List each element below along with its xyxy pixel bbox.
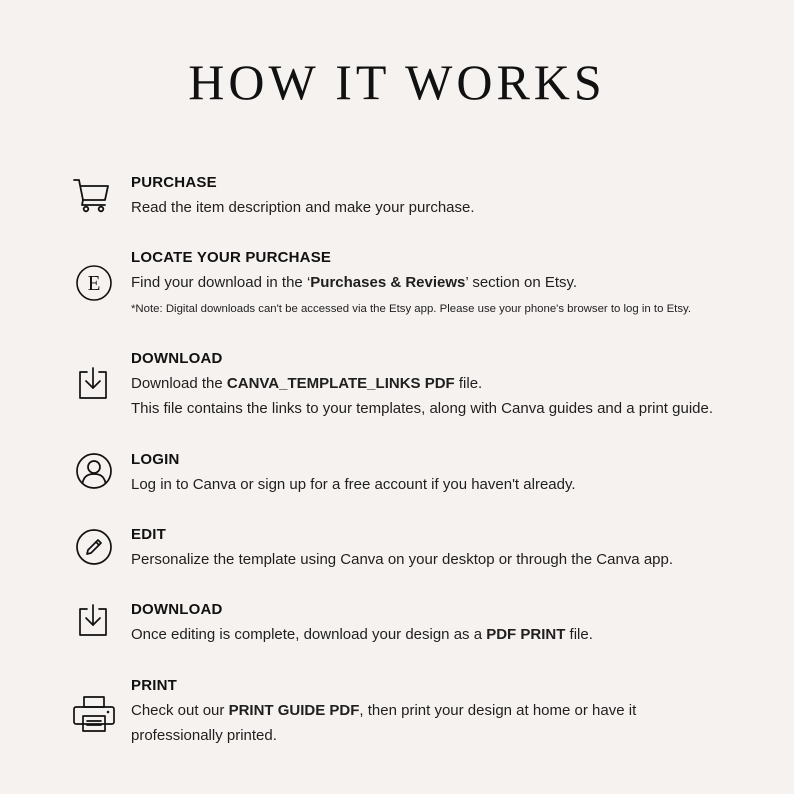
pencil-icon: [74, 527, 114, 567]
step-heading: EDIT: [131, 526, 166, 543]
step-heading: PURCHASE: [131, 174, 217, 191]
step-text: Personalize the template using Canva on your desktop or through the Canva app.: [131, 551, 674, 568]
step-heading: DOWNLOAD: [131, 350, 223, 367]
step-text: Read the item description and make your purchase.: [131, 199, 475, 216]
bold-text: Purchases & Reviews: [310, 274, 466, 291]
step-text: professionally printed.: [131, 727, 277, 744]
step-heading: PRINT: [131, 677, 177, 694]
step-text: Download the CANVA_TEMPLATE_LINKS PDF file.: [131, 375, 483, 392]
step-heading: DOWNLOAD: [131, 601, 223, 618]
bold-text: PRINT GUIDE PDF: [228, 702, 360, 719]
etsy-logo-icon: [74, 263, 114, 303]
user-icon: [74, 451, 114, 491]
page-title: HOW IT WORKS: [188, 54, 606, 110]
download-icon: [73, 601, 113, 641]
etsy-letter: E: [87, 271, 101, 295]
step-note: *Note: Digital downloads can't be accessed via the Etsy app. Please use your phone's browser to log in to Etsy.: [131, 303, 692, 315]
step-heading: LOGIN: [131, 451, 180, 468]
step-text: This file contains the links to your templates, along with Canva guides and a print guide.: [131, 400, 713, 417]
step-heading: LOCATE YOUR PURCHASE: [131, 249, 332, 266]
step-text: Once editing is complete, download your design as a PDF PRINT file.: [131, 626, 593, 643]
step-text: Find your download in the ‘Purchases & Reviews’ section on Etsy.: [131, 274, 578, 291]
printer-icon: [72, 694, 116, 734]
bold-text: PDF PRINT: [486, 626, 566, 643]
bold-text: CANVA_TEMPLATE_LINKS PDF: [226, 375, 455, 392]
step-text: Check out our PRINT GUIDE PDF, then print your design at home or have it: [131, 702, 637, 719]
download-icon: [73, 364, 113, 404]
shopping-cart-icon: [72, 176, 112, 216]
step-text: Log in to Canva or sign up for a free account if you haven't already.: [131, 476, 576, 493]
